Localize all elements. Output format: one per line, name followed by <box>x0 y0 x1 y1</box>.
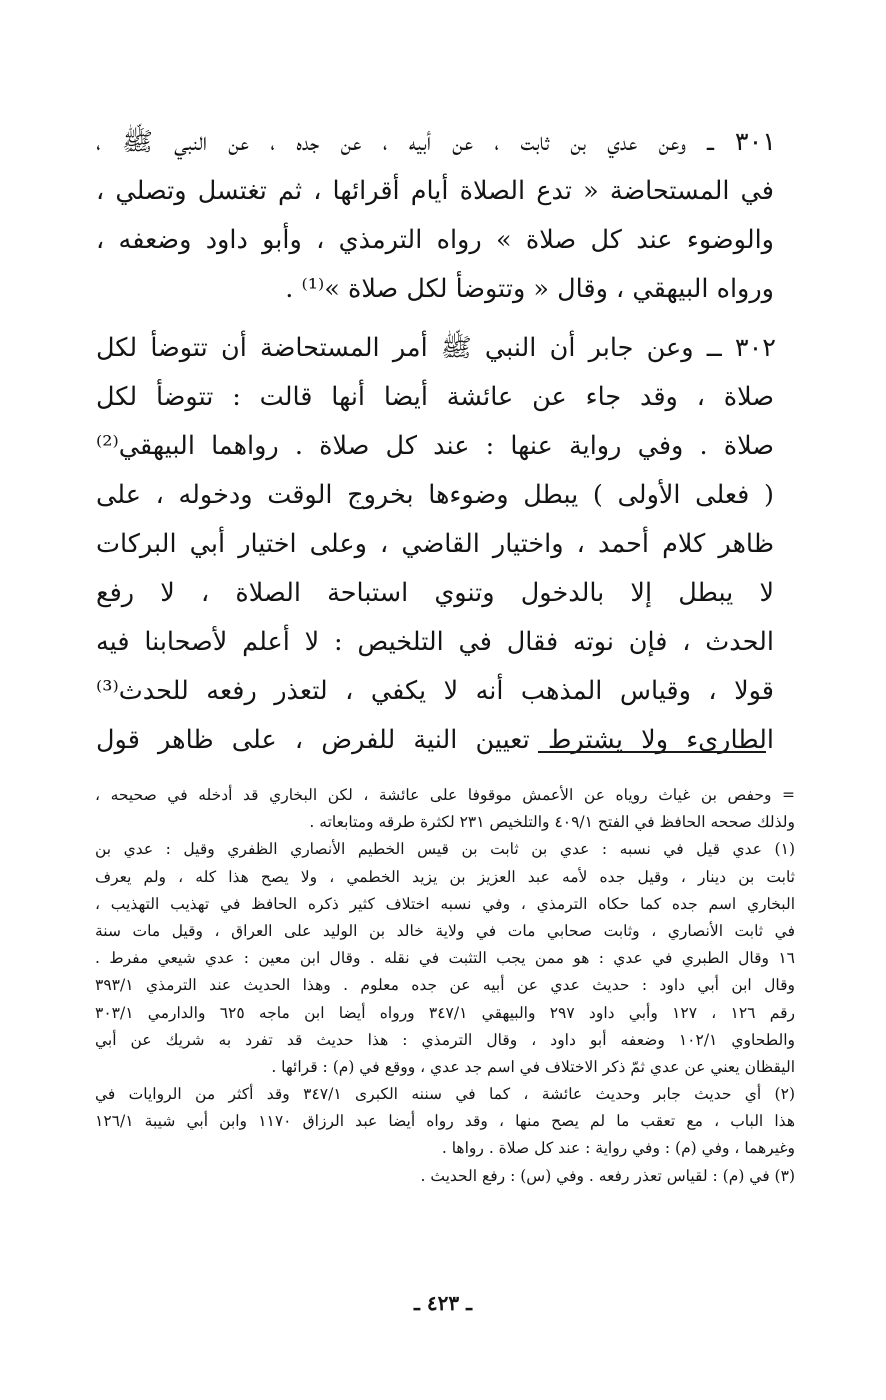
footnote-line: هذا الباب ، مع تعقب ما لم يصح منها ، وقد رواه أيضا عبد الرزاق ١١٧٠ وابن أبي شيبة ١٢٦/١ <box>95 1112 795 1131</box>
footnote-line: ثابت بن دينار ، وقيل جده لأمه عبد العزيز بن يزيد الخطمي ، ولا يصح هذا كله ، ولم يعرف <box>95 867 795 886</box>
text-line: صلاة ، وقد جاء عن عائشة أيضا أنها قالت : تتوضأ لكل <box>96 382 774 412</box>
footnote-line: ١٦ وقال الطبري في عدي : هو ممن يجب التثبت في نقله . وقال ابن معين : عدي شيعي مفرط . <box>95 949 795 968</box>
footnote-line: (٢) أي حديث جابر وحديث عائشة ، كما في سننه الكبرى ٣٤٧/١ وقد أكثر من الروايات في <box>95 1085 795 1104</box>
text-line: الحدث ، فإن نوته فقال في التلخيص : لا أعلم لأصحابنا فيه <box>96 627 774 657</box>
hadith-entry-302 <box>96 324 776 765</box>
footnote-line: (٣) في (م) : لقياس تعذر رفعه . وفي (س) : رفع الحديث . <box>420 1166 795 1185</box>
text-line: والوضوء عند كل صلاة » رواه الترمذي ، وأبو داود وضعفه ، <box>96 225 774 255</box>
text-line: الطارىء ولا يشترط تعيين النية للفرض ، على ظاهر قول <box>96 725 774 755</box>
text-line: ورواه البيهقي ، وقال « وتتوضأ لكل صلاة »⁽¹⁾ . <box>285 274 774 304</box>
footnote-divider <box>538 751 766 753</box>
text-line: ظاهر كلام أحمد ، واختيار القاضي ، وعلى اختيار أبي البركات <box>96 529 774 559</box>
footnote-line: (١) عدي قيل في نسبه : عدي بن ثابت بن قيس الخطيم الأنصاري الظفري وقيل : عدي بن <box>95 840 795 859</box>
footnote-line: ولذلك صححه الحافظ في الفتح ٤٠٩/١ والتلخيص ٢٣١ لكثرة طرقه ومتابعاته . <box>309 813 795 832</box>
footnote-line: رقم ١٢٦ ، ١٢٧ وأبي داود ٢٩٧ والبيهقي ٣٤٧/١ ورواه أيضا ابن ماجه ٦٢٥ والدارمي ٣٠٣/١ <box>95 1003 795 1022</box>
page-number: ـ ٤٢٣ ـ <box>414 1291 472 1315</box>
footnotes <box>95 782 795 1190</box>
footnote-line: والطحاوي ١٠٢/١ وضعفه أبو داود ، وقال الترمذي : هذا حديث قد تفرد به شريك عن أبي <box>95 1030 795 1049</box>
text-line: ( فعلى الأولى ) يبطل وضوءها بخروج الوقت ودخوله ، على <box>96 480 774 510</box>
footnote-line: اليقظان يعني عن عدي ثمّ ذكر الاختلاف في اسم جد عدي ، ووقع في (م) : قرائها . <box>271 1057 795 1076</box>
text-line: قولا ، وقياس المذهب أنه لا يكفي ، لتعذر رفعه للحدث⁽³⁾ <box>96 676 774 706</box>
text-line: في المستحاضة « تدع الصلاة أيام أقرائها ، ثم تغتسل وتصلي ، <box>96 176 774 206</box>
text-line: ٣٠٢ ــ وعن جابر أن النبي ﷺ أمر المستحاضة أن تتوضأ لكل <box>96 333 776 363</box>
text-line: لا يبطل إلا بالدخول وتنوي استباحة الصلاة ، لا رفع <box>96 578 774 608</box>
footnote-line: وقال ابن أبي داود : حديث عدي عن أبيه عن جده معلوم . وهذا الحديث عند الترمذي ٣٩٣/١ <box>95 976 795 995</box>
footnote-line: وغيرهما ، وفي (م) : وفي رواية : عند كل صلاة . رواها . <box>441 1139 795 1158</box>
main-text <box>96 118 776 775</box>
text-line: ٣٠١ ــ وعن عدي بن ثابت ، عن أبيه ، عن جده ، عن النبي ﷺ ، <box>96 127 776 157</box>
footnote-line: في ثابت الأنصاري ، وثابت صحابي مات في ولاية خالد بن الوليد على العراق ، وقيل مات سنة <box>95 921 795 940</box>
footnote-line: البخاري اسم جده كما حكاه الترمذي ، وفي نسبه اختلاف كثير ذكره الحافظ في تهذيب التهذيب ، <box>95 894 795 913</box>
hadith-entry-301 <box>96 118 776 314</box>
footnote-line: = وحفص بن غياث روياه عن الأعمش موقوفا على عائشة ، لكن البخاري قد أدخله في صحيحه ، <box>95 786 795 804</box>
text-line: صلاة . وفي رواية عنها : عند كل صلاة . رواهما البيهقي⁽²⁾ <box>96 431 774 461</box>
